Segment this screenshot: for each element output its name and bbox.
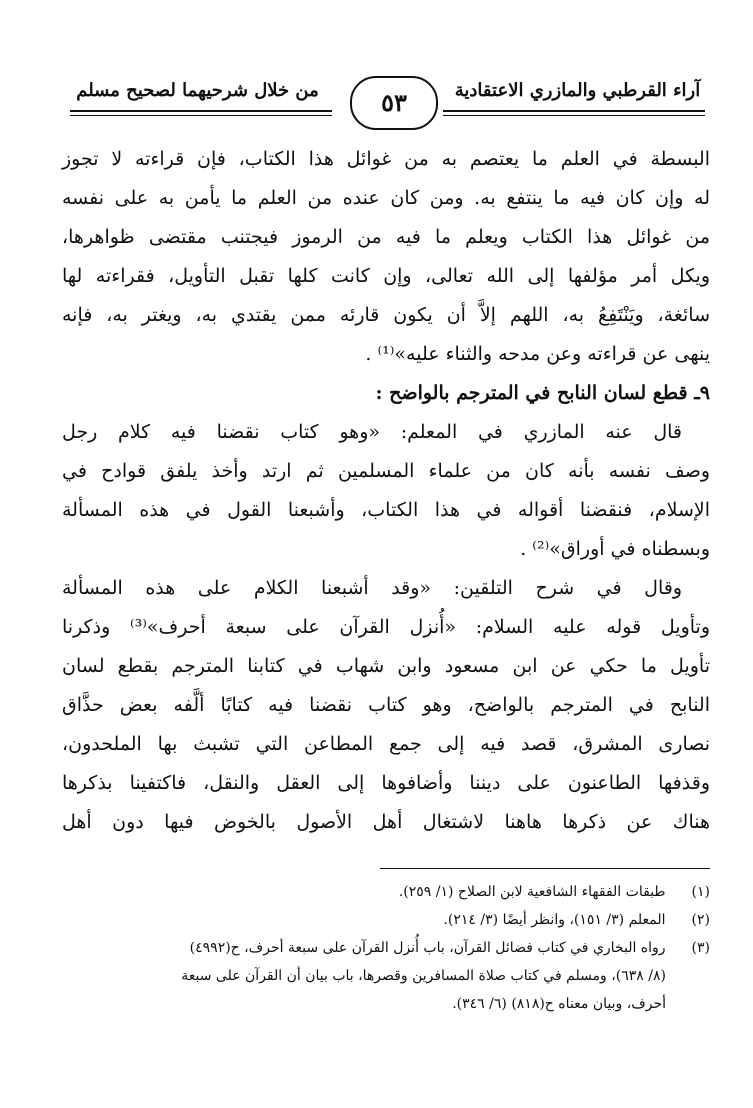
footnote-number: (٣) [691, 940, 710, 956]
text-line: البسطة في العلم ما يعتصم به من غوائل هذا الكتاب، فإن قراءته لا تجوز [62, 148, 710, 170]
text-line: له وإن كان فيه ما ينتفع به. ومن كان عنده من العلم ما يأمن به على نفسه [62, 187, 710, 209]
section-heading: ٩ـ قطع لسان النابح في المترجم بالواضح : [375, 382, 710, 404]
footnote [62, 934, 710, 962]
text-line: تأويل ما حكي عن ابن مسعود وابن شهاب في كتابنا المترجم بقطع لسان [62, 655, 710, 677]
footnote-text: طبقات الفقهاء الشافعية لابن الصلاح (١/ ٢٥٩). [398, 884, 666, 900]
text-line: وبسطناه في أوراق»⁽²⁾ . [520, 538, 710, 560]
main-text [62, 140, 710, 842]
text-line: ويكل أمر مؤلفها إلى الله تعالى، وإن كانت كلها تقبل التأويل، فقراءته لها [62, 265, 710, 287]
text-line: هناك عن ذكرها هاهنا لاشتغال أهل الأصول بالخوض فيها دون أهل [62, 811, 710, 833]
footnote [62, 878, 710, 906]
header-rule-left [70, 110, 332, 112]
text-line: وقذفها الطاعنون على ديننا وأضافوها إلى العقل والنقل، فاكتفينا بذكرها [62, 772, 710, 794]
footnote-text: رواه البخاري في كتاب فضائل القرآن، باب أُنزل القرآن على سبعة أحرف، ح(٤٩٩٢) [189, 940, 666, 956]
header-rule-right [443, 110, 705, 112]
page-number: ٥٣ [350, 76, 438, 130]
text-line: وقال في شرح التلقين: «وقد أشبعنا الكلام على هذه المسألة [62, 577, 682, 599]
footnote-number: (٢) [691, 912, 710, 928]
text-line: سائغة، ويَنْتَفِعُ به، اللهم إلاَّ أن يكون قارئه ممن يقتدي به، ويغتر به، فإنه [62, 304, 710, 326]
footnote-continuation: (٨/ ٦٣٨)، ومسلم في كتاب صلاة المسافرين وقصرها، باب بيان أن القرآن على سبعة [181, 968, 666, 984]
footnote-continuation: أحرف، وبيان معناه ح(٨١٨) (٦/ ٣٤٦). [452, 996, 666, 1012]
text-line: قال عنه المازري في المعلم: «وهو كتاب نقضنا فيه كلام رجل [62, 421, 682, 443]
footnotes [62, 878, 710, 1018]
text-line: من غوائل هذا الكتاب ويعلم ما فيه من الرموز فيجتنب مقتضى ظواهرها، [62, 226, 710, 248]
text-line: نصارى المشرق، قصد فيه إلى جمع المطاعن التي تشبث بها الملحدون، [62, 733, 710, 755]
text-line: وصف نفسه بأنه كان من علماء المسلمين ثم ارتد وأخذ يلفق قوادح في [62, 460, 710, 482]
header-book-title: آراء القرطبي والمازري الاعتقادية [454, 80, 701, 101]
running-header [70, 72, 705, 132]
header-rule-right-thin [443, 115, 705, 116]
footnote [62, 906, 710, 934]
footnote-text: المعلم (٣/ ١٥١)، وانظر أيضًا (٣/ ٢١٤). [443, 912, 666, 928]
text-line: ينهى عن قراءته وعن مدحه والثناء عليه»⁽¹⁾ . [365, 343, 710, 365]
footnote-number: (١) [691, 884, 710, 900]
header-rule-left-thin [70, 115, 332, 116]
text-line: الإسلام، فنقضنا أقواله في هذا الكتاب، وأشبعنا القول في هذه المسألة [62, 499, 710, 521]
header-book-subtitle: من خلال شرحيهما لصحيح مسلم [76, 80, 319, 101]
text-line: النابح في المترجم بالواضح، وهو كتاب نقضنا فيه كتابًا ألَّفه بعض حذَّاق [62, 694, 710, 716]
footnote-separator [380, 868, 710, 869]
text-line: وتأويل قوله عليه السلام: «أُنزل القرآن على سبعة أحرف»⁽³⁾ وذكرنا [62, 616, 710, 638]
